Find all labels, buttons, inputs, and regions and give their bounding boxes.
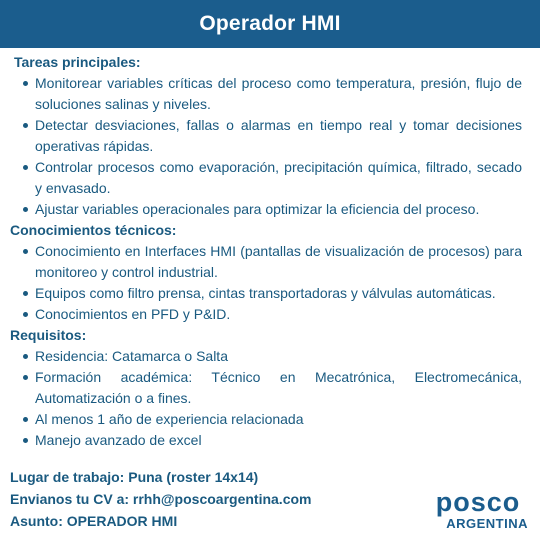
list-item: Ajustar variables operacionales para optimizar la eficiencia del proceso. [22, 199, 540, 220]
posco-logo [428, 489, 528, 533]
page-title: Operador HMI [199, 12, 341, 35]
list-item: Controlar procesos como evaporación, precipitación química, filtrado, secado y envasado. [22, 157, 540, 199]
conocimientos-list [0, 241, 540, 325]
list-item: Al menos 1 año de experiencia relacionada [22, 409, 540, 430]
email-subject: Asunto: OPERADOR HMI [10, 513, 178, 529]
list-item: Manejo avanzado de excel [22, 430, 540, 451]
logo-brand: posco [435, 487, 521, 517]
list-item: Equipos como filtro prensa, cintas transportadoras y válvulas automáticas. [22, 283, 540, 304]
list-item: Conocimientos en PFD y P&ID. [22, 304, 540, 325]
list-item: Monitorear variables críticas del proceso como temperatura, presión, flujo de soluciones salinas y niveles. [22, 73, 540, 115]
list-item: Detectar desviaciones, fallas o alarmas en tiempo real y tomar decisiones operativas rápidas. [22, 115, 540, 157]
section-title: Conocimientos técnicos: [10, 222, 177, 238]
work-location: Lugar de trabajo: Puna (roster 14x14) [10, 469, 259, 485]
header-banner [0, 0, 540, 48]
section-tareas [0, 52, 540, 220]
send-cv-email: Envianos tu CV a: rrhh@poscoargentina.com [10, 491, 312, 507]
section-requisitos [0, 325, 540, 451]
list-item: Residencia: Catamarca o Salta [22, 346, 540, 367]
section-conocimientos [0, 220, 540, 325]
requisitos-list [0, 346, 540, 451]
section-title: Requisitos: [10, 327, 87, 343]
tareas-list [0, 73, 540, 220]
section-title: Tareas principales: [14, 54, 141, 70]
list-item: Conocimiento en Interfaces HMI (pantallas de visualización de procesos) para monitoreo y control industrial. [22, 241, 540, 283]
footer-info [10, 466, 311, 532]
logo-country: ARGENTINA [446, 516, 528, 531]
job-description [0, 52, 540, 451]
list-item: Formación académica: Técnico en Mecatrónica, Electromecánica, Automatización o a fines. [22, 367, 540, 409]
